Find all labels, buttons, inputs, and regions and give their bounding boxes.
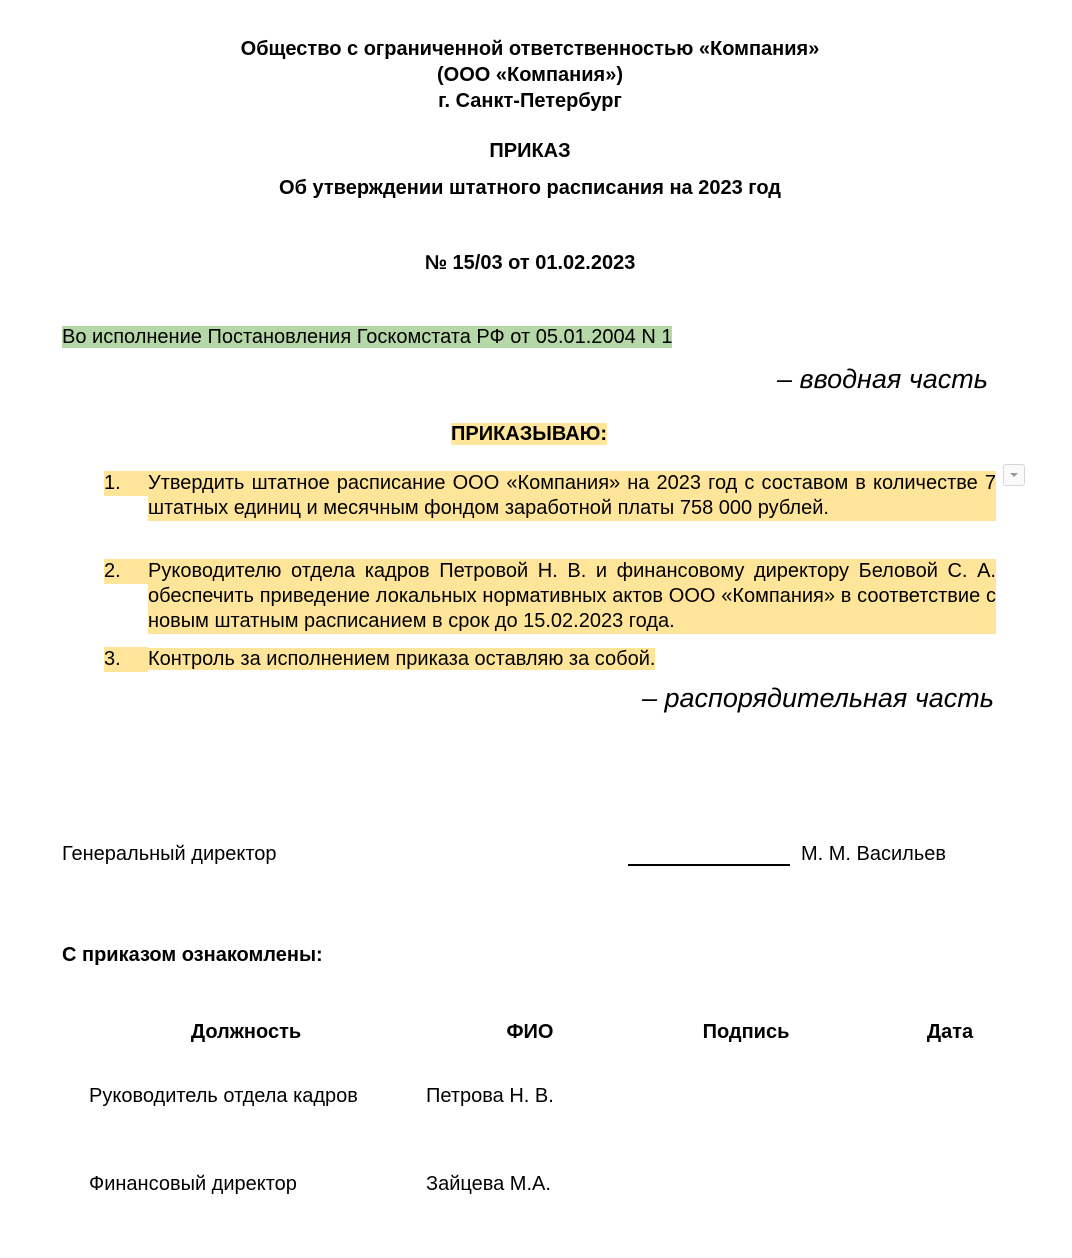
list-item-number: 3.	[104, 647, 148, 672]
directive-annotation: – распорядительная часть	[641, 683, 994, 713]
list-item-text: Контроль за исполнением приказа оставляю за собой.	[148, 648, 656, 670]
chevron-down-icon	[1004, 465, 1024, 485]
column-header-position: Должность	[190, 1021, 302, 1043]
list-item	[104, 471, 996, 521]
city: г. Санкт-Петербург	[438, 90, 622, 112]
list-item-text: Утвердить штатное расписание ООО «Компания» на 2023 год с составом в количестве 7 штатных единиц и месячным фондом заработной платы 758 000 рублей.	[148, 472, 996, 519]
order-title: ПРИКАЗ	[489, 140, 571, 162]
column-header-name: ФИО	[506, 1021, 554, 1043]
signatory-name: М. М. Васильев	[801, 843, 947, 865]
row-name: Зайцева М.А.	[426, 1173, 551, 1195]
intro-annotation: – вводная часть	[776, 364, 988, 394]
list-item-number: 1.	[104, 471, 148, 496]
directive-heading: ПРИКАЗЫВАЮ:	[450, 423, 608, 445]
column-header-date: Дата	[926, 1021, 974, 1043]
signatory-position: Генеральный директор	[62, 843, 277, 865]
org-short-name: (ООО «Компания»)	[437, 64, 623, 86]
order-subject: Об утверждении штатного расписания на 2023 год	[279, 177, 781, 199]
row-position: Руководитель отдела кадров	[89, 1085, 358, 1107]
org-name: Общество с ограниченной ответственностью «Компания»	[240, 38, 820, 60]
intro-text: Во исполнение Постановления Госкомстата РФ от 05.01.2004 N 1	[62, 326, 673, 348]
acquaintance-heading: С приказом ознакомлены:	[62, 944, 323, 966]
list-item	[104, 559, 996, 634]
list-item-number: 2.	[104, 559, 148, 584]
list-options-dropdown[interactable]	[1003, 464, 1025, 486]
row-position: Финансовый директор	[89, 1173, 297, 1195]
signature-line	[628, 864, 790, 866]
list-item-text-wrap	[148, 647, 996, 672]
list-item	[104, 647, 996, 672]
directive-heading-wrap	[0, 423, 1058, 446]
column-header-signature: Подпись	[702, 1021, 790, 1043]
row-name: Петрова Н. В.	[426, 1085, 554, 1107]
list-item-text: Руководителю отдела кадров Петровой Н. В. и финансовому директору Беловой С. А. обеспечить приведение локальных нормативных актов ООО «Компания» в соответствие с новым штатным расписанием в срок до 15.02.2023 года.	[148, 560, 996, 632]
intro-paragraph	[62, 326, 672, 349]
order-number-date: № 15/03 от 01.02.2023	[424, 252, 636, 274]
